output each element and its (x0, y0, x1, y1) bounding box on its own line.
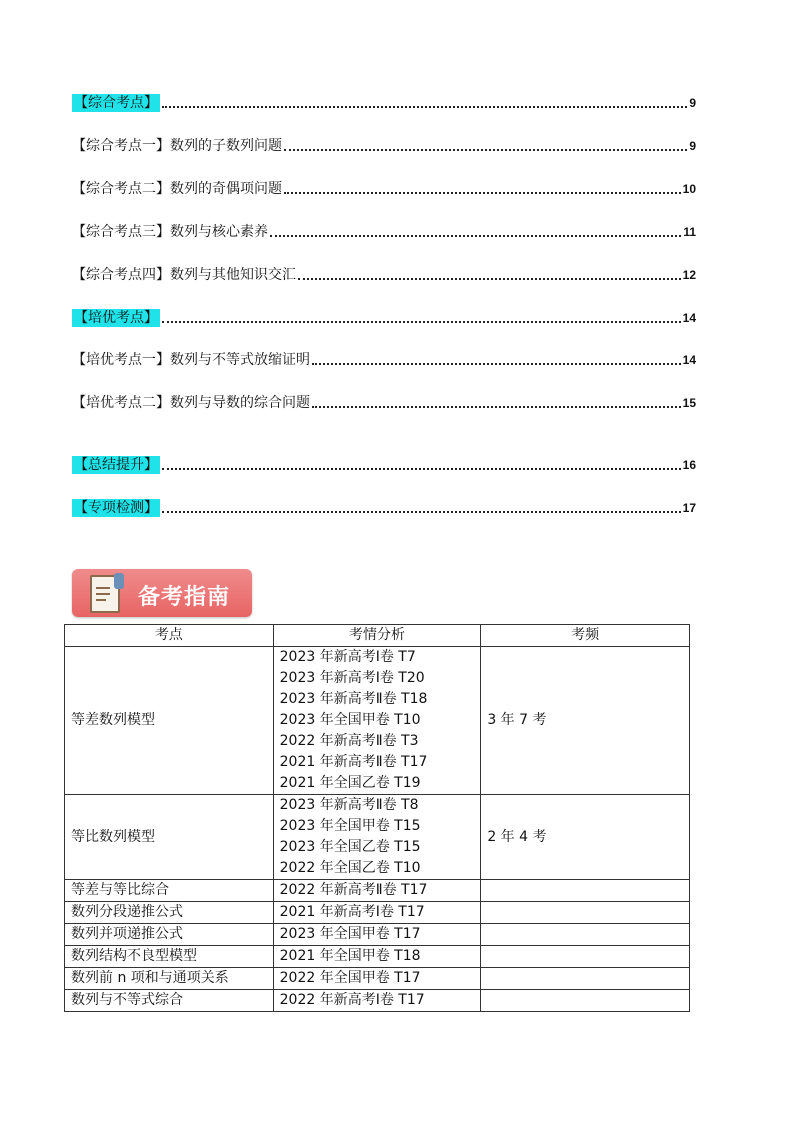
toc-title: 【培优考点一】数列与不等式放缩证明 (72, 352, 310, 368)
toc-leader-dots (270, 235, 681, 237)
header-topic: 考点 (65, 625, 274, 647)
frequency-cell (481, 990, 690, 1012)
exam-reference: 2021 年全国乙卷 T19 (279, 775, 421, 791)
toc-leader-dots (162, 106, 687, 108)
table-row (65, 968, 690, 990)
toc-title: 【综合考点三】数列与核心素养 (72, 224, 268, 240)
exam-reference: 2021 年新高考Ⅰ卷 T17 (279, 904, 425, 920)
toc-leader-dots (284, 192, 681, 194)
table-row (65, 990, 690, 1012)
table-row (65, 795, 690, 880)
toc-page-number: 9 (689, 96, 696, 110)
toc-page-number: 16 (682, 458, 696, 472)
toc-entry[interactable] (72, 180, 696, 198)
table-row (65, 924, 690, 946)
toc-title: 【综合考点四】数列与其他知识交汇 (72, 267, 296, 283)
toc-entry[interactable] (72, 456, 696, 474)
header-frequency: 考频 (481, 625, 690, 647)
topic-cell: 数列结构不良型模型 (65, 946, 274, 968)
topic-cell: 数列前 n 项和与通项关系 (65, 968, 274, 990)
analysis-cell (273, 990, 481, 1012)
toc-page-number: 17 (682, 501, 696, 515)
frequency-cell (481, 946, 690, 968)
toc-title: 【综合考点二】数列的奇偶项问题 (72, 181, 282, 197)
toc-title: 【专项检测】 (74, 500, 158, 516)
exam-reference: 2022 年全国甲卷 T17 (279, 970, 421, 986)
toc-entry[interactable] (72, 94, 696, 112)
exam-reference: 2023 年新高考Ⅰ卷 T7 (279, 649, 416, 665)
analysis-cell (273, 946, 481, 968)
exam-reference: 2023 年新高考Ⅱ卷 T8 (279, 797, 419, 813)
toc-page-number: 14 (682, 353, 696, 367)
table-row (65, 946, 690, 968)
toc-page-number: 15 (682, 396, 696, 410)
toc-leader-dots (162, 468, 681, 470)
frequency-cell (481, 902, 690, 924)
exam-analysis-table (64, 624, 690, 1012)
topic-cell: 数列并项递推公式 (65, 924, 274, 946)
toc-entry[interactable] (72, 499, 696, 517)
toc-entry[interactable] (72, 266, 696, 284)
table-row (65, 902, 690, 924)
exam-guide-banner (72, 569, 252, 617)
toc-entry[interactable] (72, 394, 696, 412)
toc-title: 【培优考点】 (74, 310, 158, 326)
header-analysis: 考情分析 (273, 625, 481, 647)
exam-reference: 2022 年新高考Ⅱ卷 T3 (279, 733, 419, 749)
banner-title: 备考指南 (138, 585, 231, 610)
table-row (65, 880, 690, 902)
frequency-cell (481, 880, 690, 902)
topic-cell: 等差与等比综合 (65, 880, 274, 902)
exam-reference: 2023 年新高考Ⅰ卷 T20 (279, 670, 425, 686)
toc-title: 【综合考点】 (74, 95, 158, 111)
topic-cell: 等比数列模型 (65, 795, 274, 880)
topic-cell: 等差数列模型 (65, 647, 274, 795)
analysis-cell (273, 647, 481, 795)
toc-leader-dots (284, 149, 687, 151)
table-row (65, 647, 690, 795)
table-header-row (65, 625, 690, 647)
exam-reference: 2023 年全国甲卷 T17 (279, 926, 421, 942)
toc-title: 【综合考点一】数列的子数列问题 (72, 138, 282, 154)
toc-entry[interactable] (72, 223, 696, 241)
analysis-cell (273, 880, 481, 902)
document-icon (90, 575, 120, 613)
exam-reference: 2023 年全国乙卷 T15 (279, 839, 421, 855)
analysis-cell (273, 968, 481, 990)
toc-page-number: 14 (682, 311, 696, 325)
exam-reference: 2023 年全国甲卷 T15 (279, 818, 421, 834)
toc-leader-dots (312, 363, 681, 365)
toc-title: 【培优考点二】数列与导数的综合问题 (72, 395, 310, 411)
exam-reference: 2022 年新高考Ⅰ卷 T17 (279, 992, 425, 1008)
analysis-cell (273, 795, 481, 880)
exam-reference: 2021 年新高考Ⅱ卷 T17 (279, 754, 428, 770)
toc-leader-dots (162, 321, 681, 323)
exam-reference: 2022 年全国乙卷 T10 (279, 860, 421, 876)
frequency-cell (481, 924, 690, 946)
toc-page-number: 9 (689, 139, 696, 153)
exam-reference: 2023 年全国甲卷 T10 (279, 712, 421, 728)
toc-entry[interactable] (72, 351, 696, 369)
toc-leader-dots (298, 278, 681, 280)
analysis-cell (273, 902, 481, 924)
toc-page-number: 11 (683, 225, 696, 239)
toc-title: 【总结提升】 (74, 457, 158, 473)
toc-leader-dots (312, 406, 681, 408)
analysis-cell (273, 924, 481, 946)
exam-reference: 2021 年全国甲卷 T18 (279, 948, 421, 964)
topic-cell: 数列分段递推公式 (65, 902, 274, 924)
frequency-cell: 3 年 7 考 (481, 647, 690, 795)
toc-page-number: 10 (682, 182, 696, 196)
exam-reference: 2023 年新高考Ⅱ卷 T18 (279, 691, 428, 707)
exam-reference: 2022 年新高考Ⅱ卷 T17 (279, 882, 428, 898)
topic-cell: 数列与不等式综合 (65, 990, 274, 1012)
toc-page-number: 12 (682, 268, 696, 282)
table-body (65, 647, 690, 1012)
toc-leader-dots (162, 511, 681, 513)
toc-entry[interactable] (72, 137, 696, 155)
frequency-cell: 2 年 4 考 (481, 795, 690, 880)
toc-entry[interactable] (72, 309, 696, 327)
frequency-cell (481, 968, 690, 990)
